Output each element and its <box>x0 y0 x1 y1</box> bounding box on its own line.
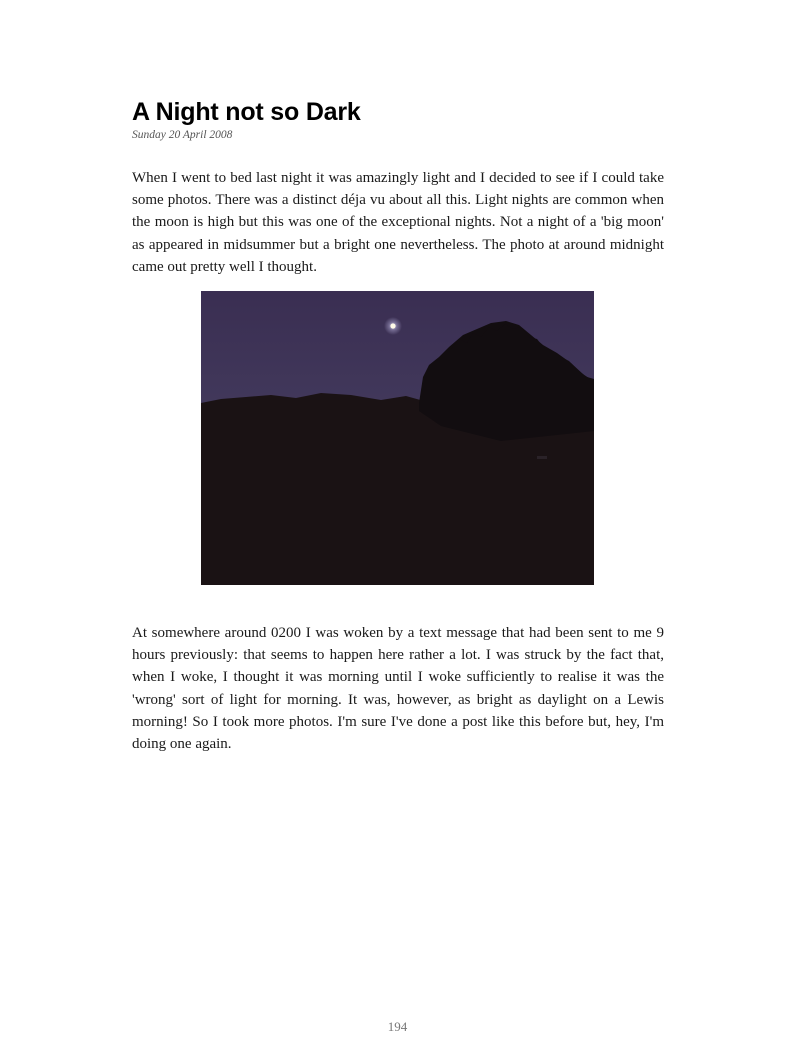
post-paragraph-2: At somewhere around 0200 I was woken by a text message that had been sent to me 9 hours previously: that seems to happen here rather a lot. I was struck by the fact that, when I woke, I thought it was morning until I woke sufficiently to realise it was the 'wrong' sort of light for morning. It was, however, as bright as daylight on a Lewis morning! So I took more photos. I'm sure I've done a post like this before but, hey, I'm doing one again. <box>132 625 664 753</box>
post-date: Sunday 20 April 2008 <box>132 129 233 141</box>
post-paragraph-1: When I went to bed last night it was amazingly light and I decided to see if I could take some photos. There was a distinct déja vu about all this. Light nights are common when the moon is high but this was one of the exceptional nights. Not a night of a 'big moon' as appeared in midsummer but a bright one nevertheless. The photo at around midnight came out pretty well I thought. <box>132 170 664 275</box>
night-moon-photo <box>201 291 594 585</box>
photo-moon <box>390 323 395 328</box>
page-number: 194 <box>387 1019 408 1034</box>
photo-path-mark <box>537 456 547 459</box>
post-title: A Night not so Dark <box>132 98 361 126</box>
